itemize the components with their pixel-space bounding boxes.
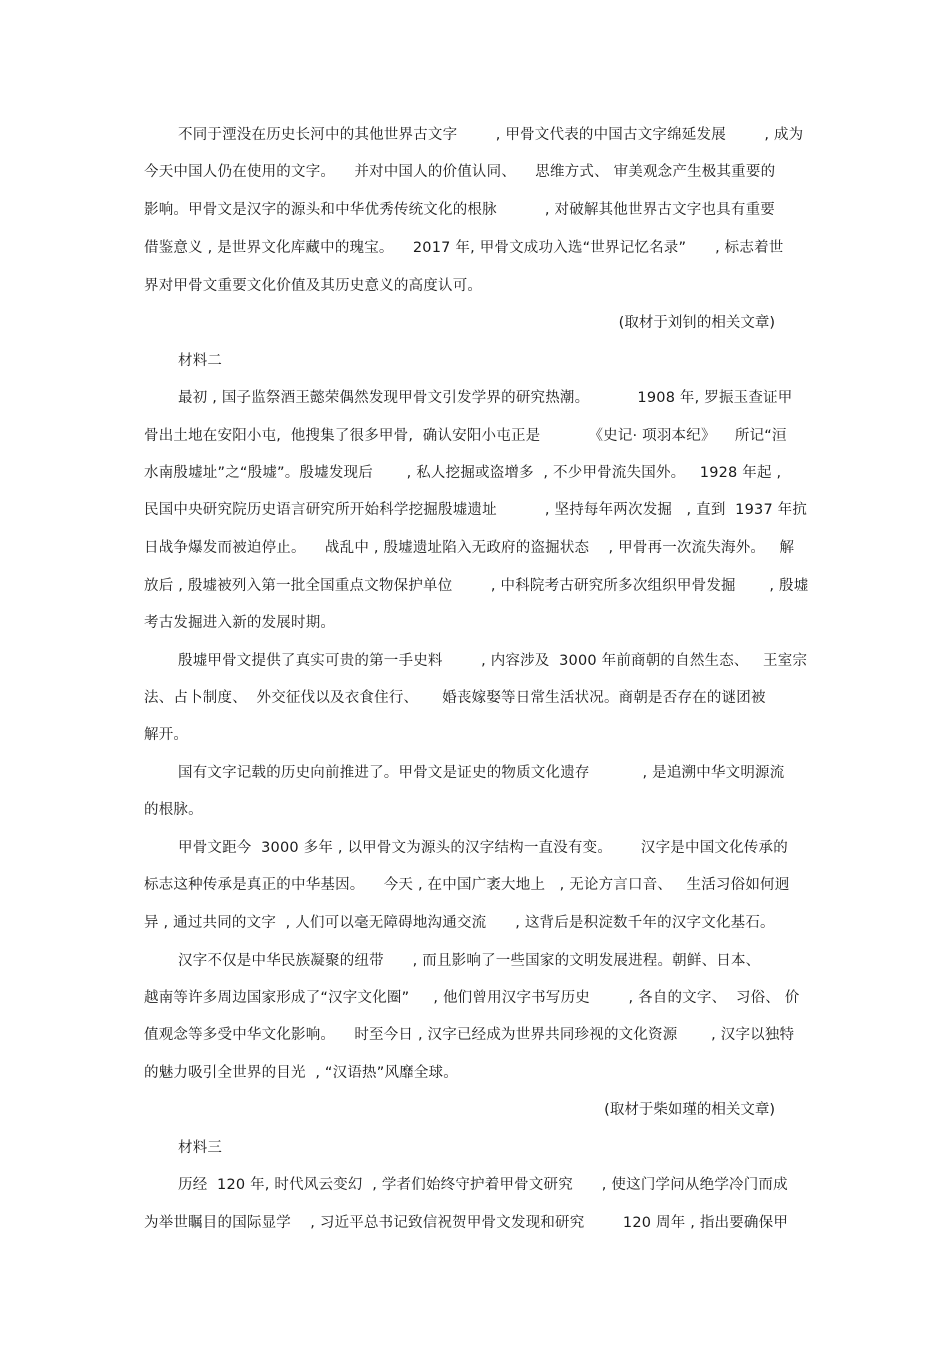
paragraph-6-line-3: 值观念等多受中华文化影响。 时至今日 , 汉字已经成为世界共同珍视的文化资源 , 汉字以独特	[144, 1027, 795, 1043]
paragraph-2-line-7: 考古发掘进入新的发展时期。	[144, 615, 336, 631]
paragraph-2-line-3: 水南殷墟址”之“殷墟”。殷墟发现后 , 私人挖掘或盗增多 , 不少甲骨流失国外。 1928 年起 ,	[144, 465, 782, 481]
section-heading-material-3: 材料三	[178, 1140, 223, 1156]
paragraph-2-line-2: 骨出土地在安阳小屯, 他搜集了很多甲骨, 确认安阳小屯正是 《史记· 项羽本纪》 所记“洹	[144, 428, 787, 444]
paragraph-2-line-5: 日战争爆发而被迫停止。 战乱中 , 殷墟遗址陷入无政府的盗掘状态 , 甲骨再一次流失海外。 解	[144, 540, 795, 556]
paragraph-4-line-1: 国有文字记载的历史向前推进了。甲骨文是证史的物质文化遗存 , 是追溯中华文明源流	[178, 765, 785, 781]
paragraph-6-line-4: 的魅力吸引全世界的目光 , “汉语热”风靡全球。	[144, 1065, 458, 1081]
paragraph-3-line-1: 殷墟甲骨文提供了真实可贵的第一手史料 , 内容涉及 3000 年前商朝的自然生态、 王室宗	[178, 653, 808, 669]
paragraph-1-line-4: 借鉴意义 , 是世界文化库藏中的瑰宝。 2017 年, 甲骨文成功入选“世界记忆名录” , 标志着世	[144, 240, 784, 256]
paragraph-2-line-4: 民国中央研究院历史语言研究所开始科学挖掘殷墟遗址 , 坚持每年两次发掘 , 直到 1937 年抗	[144, 502, 808, 518]
paragraph-5-line-1: 甲骨文距今 3000 多年 , 以甲骨文为源头的汉字结构一直没有变。 汉字是中国文化传承的	[178, 840, 788, 856]
paragraph-1-line-5: 界对甲骨文重要文化价值及其历史意义的高度认可。	[144, 278, 483, 294]
paragraph-5-line-2: 标志这种传承是真正的中华基因。 今天 , 在中国广袤大地上 , 无论方言口音、 生活习俗如何迥	[144, 877, 790, 893]
paragraph-2-line-6: 放后 , 殷墟被列入第一批全国重点文物保护单位 , 中科院考古研究所多次组织甲骨发掘 , 殷墟	[144, 578, 809, 594]
paragraph-5-line-3: 异 , 通过共同的文字 , 人们可以毫无障碍地沟通交流 , 这背后是积淀数千年的汉字文化基石。	[144, 915, 775, 931]
paragraph-1-line-3: 影响。甲骨文是汉字的源头和中华优秀传统文化的根脉 , 对破解其他世界古文字也具有重要	[144, 202, 776, 218]
paragraph-3-line-2: 法、占卜制度、 外交征伐以及衣食住行、 婚丧嫁娶等日常生活状况。商朝是否存在的谜团被	[144, 690, 766, 706]
paragraph-3-line-3: 解开。	[144, 727, 189, 743]
paragraph-6-line-1: 汉字不仅是中华民族凝聚的纽带 , 而且影响了一些国家的文明发展进程。朝鲜、日本、	[178, 953, 761, 969]
section-heading-material-2: 材料二	[178, 353, 223, 369]
paragraph-7-line-1: 历经 120 年, 时代风云变幻 , 学者们始终守护着甲骨文研究 , 使这门学问从绝学冷门而成	[178, 1177, 788, 1193]
source-citation-1: (取材于刘钊的相关文章)	[618, 315, 775, 331]
paragraph-2-line-1: 最初 , 国子监祭酒王懿荣偶然发现甲骨文引发学界的研究热潮。 1908 年, 罗振玉查证甲	[178, 390, 793, 406]
paragraph-4-line-2: 的根脉。	[144, 802, 203, 818]
paragraph-1-line-2: 今天中国人仍在使用的文字。 并对中国人的价值认同、 思维方式、 审美观念产生极其重要的	[144, 164, 776, 180]
source-citation-2: (取材于柴如瑾的相关文章)	[604, 1102, 775, 1118]
paragraph-1-line-1: 不同于湮没在历史长河中的其他世界古文字 , 甲骨文代表的中国古文字绵延发展 , 成为	[178, 127, 804, 143]
paragraph-6-line-2: 越南等许多周边国家形成了“汉字文化圈” , 他们曾用汉字书写历史 , 各自的文字、 习俗、 价	[144, 990, 800, 1006]
paragraph-7-line-2: 为举世瞩目的国际显学 , 习近平总书记致信祝贺甲骨文发现和研究 120 周年 , 指出要确保甲	[144, 1215, 789, 1231]
